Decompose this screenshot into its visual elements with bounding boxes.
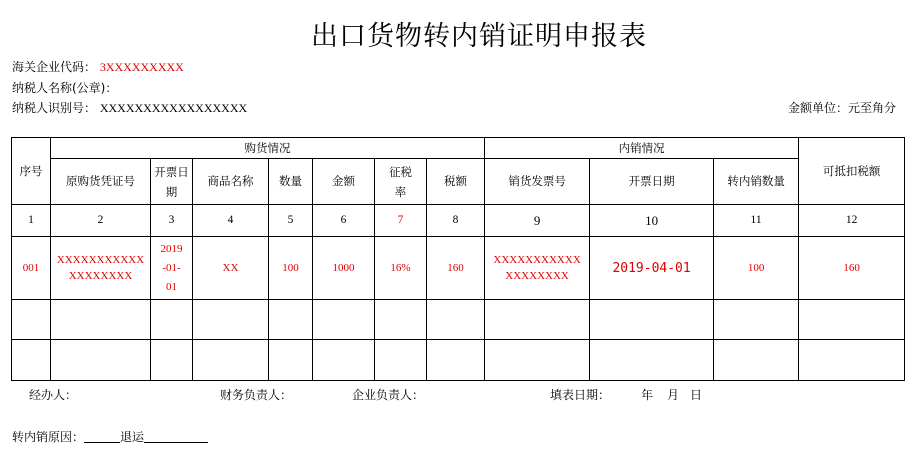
- transfer-reason-label: 转内销原因：: [12, 430, 85, 444]
- index-cell: 4: [193, 205, 269, 237]
- header-seq: 序号: [12, 138, 51, 205]
- taxpayer-id-label: 纳税人识别号：: [12, 101, 97, 115]
- row-invoice-date-part: 01: [166, 280, 177, 293]
- row-sales-invoice-part: XXXXXXXXXXX: [493, 254, 581, 266]
- finance-head-label: 财务负责人：: [220, 388, 293, 402]
- index-cell: 9: [485, 205, 590, 237]
- header-group-row: [12, 138, 905, 159]
- header-voucher-no: 原购货凭证号: [51, 159, 151, 205]
- header-sales-quantity: 转内销数量: [714, 159, 799, 205]
- index-cell: 6: [313, 205, 375, 237]
- transfer-reason-line: [12, 428, 208, 445]
- row-sales-invoice-part: XXXXXXXX: [505, 270, 569, 282]
- row-invoice-date: [151, 237, 193, 300]
- taxpayer-name-label: 纳税人名称(公章)：: [12, 81, 118, 95]
- header-deductible-tax: 可抵扣税额: [799, 138, 905, 205]
- table-row-empty: [12, 300, 905, 340]
- row-tax-amount: 160: [427, 237, 485, 300]
- table-row-empty: [12, 340, 905, 381]
- taxpayer-id-line: [12, 99, 247, 116]
- header-invoice-date: 开票日期: [151, 159, 193, 205]
- header-tax-amount: 税额: [427, 159, 485, 205]
- row-sales-date: 2019-04-01: [590, 237, 714, 300]
- row-quantity: 100: [269, 237, 313, 300]
- header-sales-date: 开票日期: [590, 159, 714, 205]
- index-cell: 1: [12, 205, 51, 237]
- row-tax-rate: 16%: [375, 237, 427, 300]
- index-cell: 12: [799, 205, 905, 237]
- row-voucher-no: [51, 237, 151, 300]
- row-seq: 001: [12, 237, 51, 300]
- row-invoice-date-part: 2019: [160, 242, 183, 255]
- index-cell: 3: [151, 205, 193, 237]
- day-label: 日: [690, 388, 703, 402]
- amount-unit-label: 金额单位：元至角分: [787, 101, 896, 115]
- month-label: 月: [667, 388, 680, 402]
- index-cell: 11: [714, 205, 799, 237]
- row-voucher-no-part: XXXXXXXX: [68, 270, 133, 282]
- taxpayer-id-value: XXXXXXXXXXXXXXXXX: [99, 101, 248, 115]
- customs-code-value: 3XXXXXXXXX: [99, 60, 184, 74]
- header-purchase-group: 购货情况: [51, 138, 485, 159]
- index-cell: 7: [375, 205, 427, 237]
- row-voucher-no-part: XXXXXXXXXXX: [56, 254, 145, 266]
- header-tax-rate: 征税率: [375, 159, 427, 205]
- index-cell: 10: [590, 205, 714, 237]
- row-sales-quantity: 100: [714, 237, 799, 300]
- handler-label: 经办人：: [29, 388, 78, 402]
- header-quantity: 数量: [269, 159, 313, 205]
- row-sales-invoice-no: [485, 237, 590, 300]
- index-cell: 5: [269, 205, 313, 237]
- index-row: [12, 205, 905, 237]
- enterprise-head-label: 企业负责人：: [352, 388, 425, 402]
- customs-code-label: 海关企业代码：: [12, 60, 97, 74]
- header-goods-name: 商品名称: [193, 159, 269, 205]
- row-amount: 1000: [313, 237, 375, 300]
- header-sales-invoice-no: 销货发票号: [485, 159, 590, 205]
- year-label: 年: [641, 388, 654, 402]
- row-invoice-date-part: -01-: [162, 261, 181, 274]
- taxpayer-name-line: [12, 79, 117, 96]
- table-row: [12, 237, 905, 300]
- index-cell: 8: [427, 205, 485, 237]
- form-title: 出口货物转内销证明申报表: [311, 21, 647, 52]
- declaration-table: [11, 137, 905, 381]
- row-goods-name: XX: [193, 237, 269, 300]
- header-amount: 金额: [313, 159, 375, 205]
- index-cell: 2: [51, 205, 151, 237]
- transfer-reason-value: 退运: [120, 430, 145, 444]
- fill-date-label: 填表日期：: [550, 388, 611, 402]
- customs-code-line: [12, 58, 184, 75]
- header-sales-group: 内销情况: [485, 138, 799, 159]
- row-deductible-tax: 160: [799, 237, 905, 300]
- header-row: [12, 159, 905, 205]
